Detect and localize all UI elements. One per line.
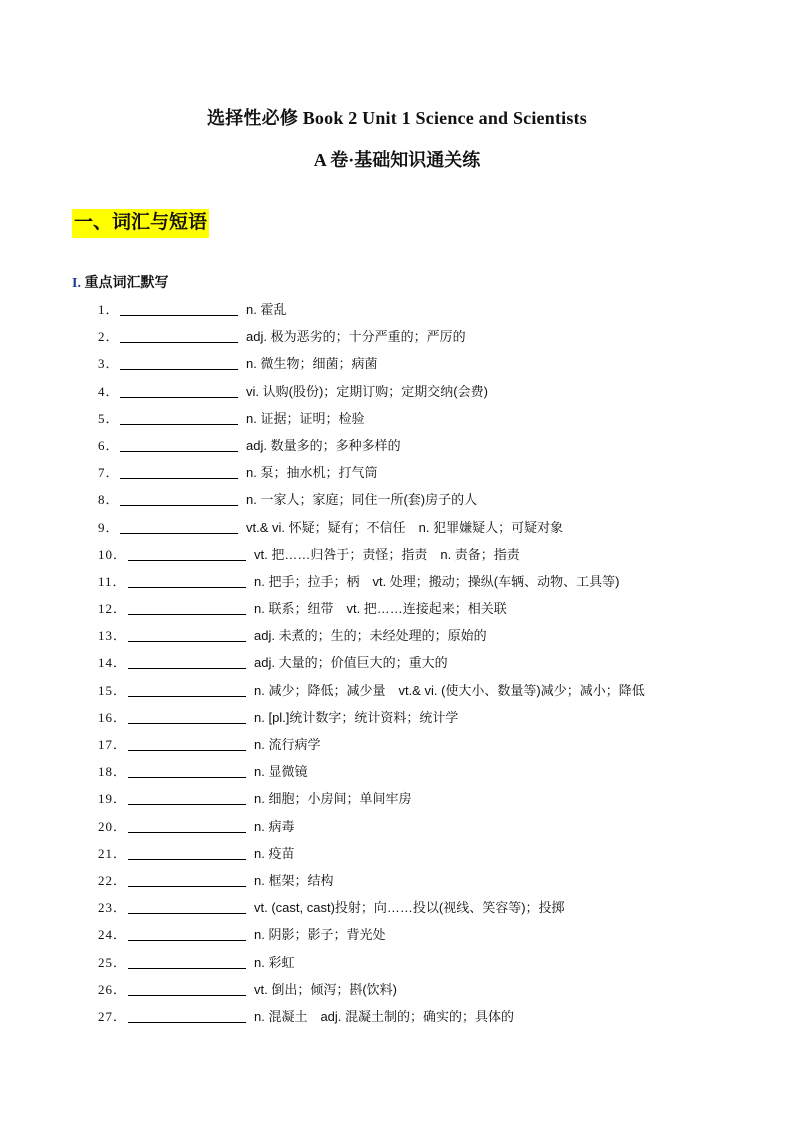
vocab-item: [0, 568, 794, 595]
answer-blank[interactable]: [128, 790, 246, 805]
answer-blank[interactable]: [128, 682, 246, 697]
answer-blank[interactable]: [128, 709, 246, 724]
subsection-heading: [72, 272, 168, 292]
item-number: 1．: [98, 302, 120, 317]
vocab-item: [0, 514, 794, 541]
answer-blank[interactable]: [128, 899, 246, 914]
item-number: 11．: [98, 573, 127, 589]
item-definition: vt. 倒出；倾泻；斟(饮料): [254, 981, 397, 997]
item-definition: n. 把手；拉手；柄 vt. 处理；搬动；操纵(车辆、动物、工具等): [254, 573, 620, 589]
vocab-item: [0, 649, 794, 676]
answer-blank[interactable]: [128, 926, 246, 941]
answer-blank[interactable]: [120, 383, 238, 398]
vocab-item: [0, 894, 794, 921]
vocab-item: [0, 731, 794, 758]
vocab-item: [0, 921, 794, 948]
item-number: 13．: [98, 628, 128, 644]
answer-blank[interactable]: [128, 954, 246, 969]
vocab-item: [0, 785, 794, 812]
vocab-item: [0, 296, 794, 323]
roman-numeral: I.: [72, 276, 81, 291]
item-number: 21．: [98, 845, 128, 861]
item-number: 26．: [98, 981, 128, 997]
vocab-item: [0, 1003, 794, 1030]
item-definition: n. 显微镜: [254, 764, 308, 780]
item-number: 5．: [98, 410, 120, 426]
item-number: 27．: [98, 1008, 128, 1024]
item-definition: n. 证据；证明；检验: [246, 410, 365, 426]
item-number: 8．: [98, 492, 120, 508]
item-definition: n. 彩虹: [254, 954, 295, 970]
item-definition: n. 减少；降低；减少量 vt.& vi. (使大小、数量等)减少；减小；降低: [254, 682, 645, 698]
item-number: 23．: [98, 900, 128, 916]
item-number: 15．: [98, 682, 128, 698]
section-heading: 一、词汇与短语: [72, 209, 209, 238]
item-definition: n. 阴影；影子；背光处: [254, 927, 386, 943]
item-definition: n. 流行病学: [254, 737, 321, 752]
item-number: 24．: [98, 927, 128, 943]
item-definition: vt. 把……归咎于；责怪；指责 n. 责备；指责: [254, 546, 520, 562]
document-title: 选择性必修 Book 2 Unit 1 Science and Scientists: [207, 108, 587, 128]
answer-blank[interactable]: [120, 464, 238, 479]
answer-blank[interactable]: [128, 872, 246, 887]
answer-blank[interactable]: [128, 654, 246, 669]
vocab-item: [0, 432, 794, 459]
answer-blank[interactable]: [120, 355, 238, 370]
vocab-item: [0, 405, 794, 432]
item-number: 10．: [98, 546, 128, 562]
vocab-item: [0, 378, 794, 405]
answer-blank[interactable]: [128, 818, 246, 833]
item-definition: adj. 极为恶劣的；十分严重的；严厉的: [246, 329, 466, 345]
subsection-title: 重点词汇默写: [84, 276, 169, 291]
item-number: 12．: [98, 601, 128, 617]
item-number: 17．: [98, 737, 128, 752]
vocab-item: [0, 323, 794, 350]
item-definition: n. [pl.]统计数字；统计资料；统计学: [254, 709, 459, 725]
answer-blank[interactable]: [120, 437, 238, 452]
item-number: 2．: [98, 329, 120, 345]
vocab-item: [0, 867, 794, 894]
item-number: 18．: [98, 764, 128, 780]
answer-blank[interactable]: [120, 410, 238, 425]
vocab-item: [0, 595, 794, 622]
answer-blank[interactable]: [128, 845, 246, 860]
item-definition: n. 泵；抽水机；打气筒: [246, 465, 378, 481]
answer-blank[interactable]: [128, 573, 246, 588]
item-definition: n. 一家人；家庭；同住一所(套)房子的人: [246, 492, 478, 508]
item-definition: adj. 数量多的；多种多样的: [246, 437, 401, 453]
item-number: 25．: [98, 954, 128, 970]
item-number: 7．: [98, 465, 120, 481]
answer-blank[interactable]: [128, 600, 246, 615]
item-definition: n. 框架；结构: [254, 872, 334, 888]
vocab-item: [0, 758, 794, 785]
item-definition: adj. 未煮的；生的；未经处理的；原始的: [254, 628, 487, 644]
item-definition: vt.& vi. 怀疑；疑有；不信任 n. 犯罪嫌疑人；可疑对象: [246, 519, 564, 535]
vocab-item: [0, 813, 794, 840]
item-definition: n. 混凝土 adj. 混凝土制的；确实的；具体的: [254, 1008, 515, 1024]
vocab-item: [0, 704, 794, 731]
item-number: 19．: [98, 791, 128, 807]
vocab-item: [0, 541, 794, 568]
answer-blank[interactable]: [120, 491, 238, 506]
item-definition: vi. 认购(股份)；定期订购；定期交纳(会费): [246, 383, 488, 399]
vocab-item: [0, 350, 794, 377]
answer-blank[interactable]: [128, 1008, 246, 1023]
vocab-item: [0, 677, 794, 704]
item-number: 16．: [98, 709, 128, 725]
answer-blank[interactable]: [128, 736, 246, 751]
answer-blank[interactable]: [120, 519, 238, 534]
item-number: 20．: [98, 818, 128, 834]
answer-blank[interactable]: [128, 546, 246, 561]
vocab-item: [0, 622, 794, 649]
vocab-item: [0, 459, 794, 486]
item-number: 6．: [98, 437, 120, 453]
item-number: 14．: [98, 655, 128, 671]
vocab-item: [0, 486, 794, 513]
item-definition: n. 霍乱: [246, 302, 287, 317]
answer-blank[interactable]: [128, 981, 246, 996]
vocab-list: [0, 296, 794, 1030]
item-number: 3．: [98, 356, 120, 372]
document-subtitle: A 卷·基础知识通关练: [313, 150, 481, 170]
item-number: 22．: [98, 872, 128, 888]
item-definition: n. 病毒: [254, 818, 295, 834]
item-definition: n. 微生物；细菌；病菌: [246, 356, 378, 372]
item-number: 9．: [98, 519, 120, 535]
item-definition: vt. (cast, cast)投射；向……投以(视线、笑容等)；投掷: [254, 900, 565, 916]
item-definition: n. 细胞；小房间；单间牢房: [254, 791, 412, 807]
vocab-item: [0, 949, 794, 976]
vocab-item: [0, 976, 794, 1003]
item-definition: adj. 大量的；价值巨大的；重大的: [254, 655, 448, 671]
item-number: 4．: [98, 383, 120, 399]
answer-blank[interactable]: [120, 301, 238, 316]
item-definition: n. 疫苗: [254, 845, 295, 861]
vocab-item: [0, 840, 794, 867]
item-definition: n. 联系；纽带 vt. 把……连接起来；相关联: [254, 601, 507, 617]
answer-blank[interactable]: [128, 627, 246, 642]
answer-blank[interactable]: [128, 763, 246, 778]
answer-blank[interactable]: [120, 328, 238, 343]
